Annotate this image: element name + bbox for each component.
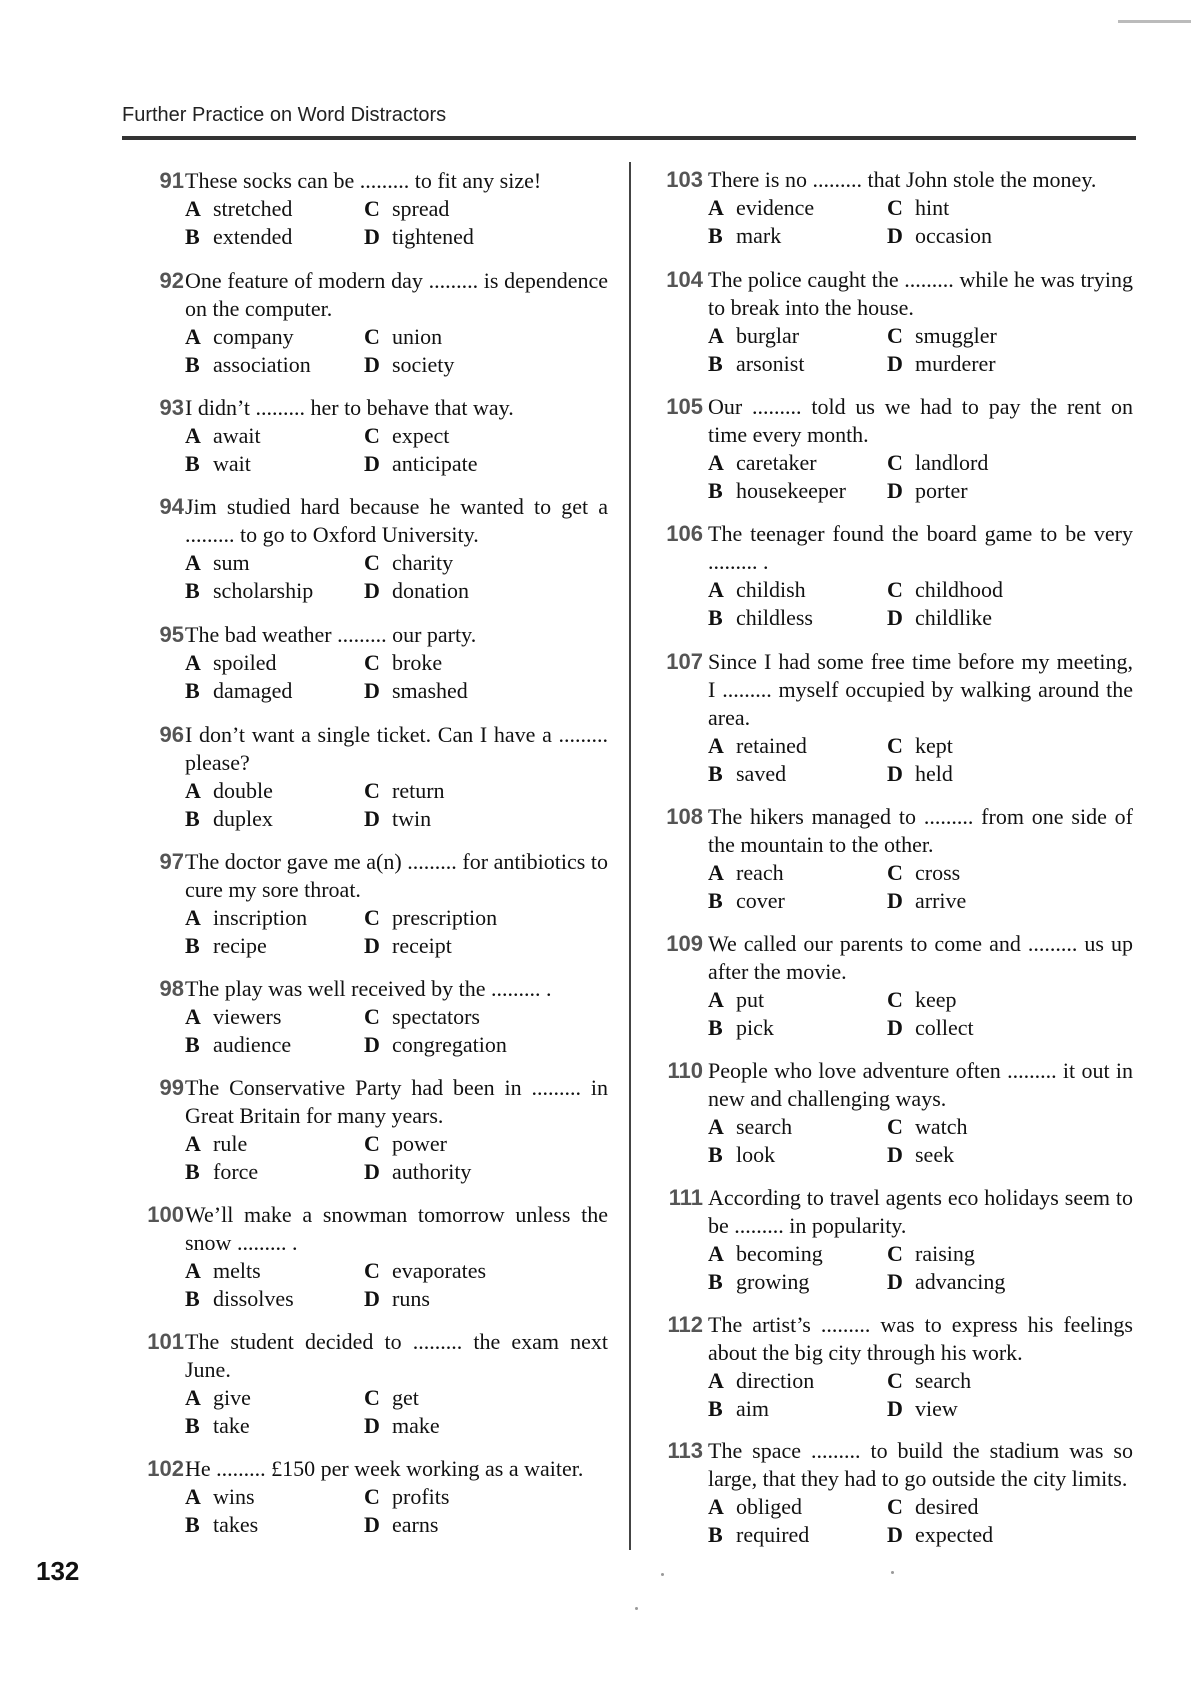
option-b[interactable]: B pick [708, 1015, 774, 1040]
question-110 [667, 1057, 1133, 1169]
option-b[interactable]: B growing [708, 1269, 810, 1294]
option-a[interactable]: A retained [708, 733, 807, 758]
question-number: 105 [666, 394, 703, 419]
question-text: People who love adventure often ......... it out in new and challenging ways. [708, 1058, 1133, 1111]
question-text: I don’t want a single ticket. Can I have a ......... please? [185, 722, 608, 775]
answer-options [185, 1483, 608, 1539]
question-number: 100 [147, 1202, 184, 1227]
question-text: The artist’s ......... was to express his feelings about the big city through his work. [708, 1312, 1133, 1365]
answer-options [708, 1113, 1133, 1169]
answer-options [708, 322, 1133, 378]
question-95 [159, 621, 608, 705]
option-d[interactable]: D murderer [887, 351, 996, 376]
option-c[interactable]: C childhood [887, 577, 1003, 602]
answer-options [185, 323, 608, 379]
answer-options [185, 1384, 608, 1440]
option-a[interactable]: A viewers [185, 1004, 282, 1029]
question-text: The space ......... to build the stadium was so large, that they had to go outside the city limits. [708, 1438, 1133, 1491]
option-c[interactable]: C spread [364, 196, 450, 221]
option-b[interactable]: B association [185, 352, 311, 377]
question-text: I didn’t ......... her to behave that way. [185, 395, 514, 420]
question-text: The doctor gave me a(n) ......... for antibiotics to cure my sore throat. [185, 849, 608, 902]
option-c[interactable]: C broke [364, 650, 443, 675]
option-d[interactable]: D society [364, 352, 455, 377]
option-b[interactable]: B childless [708, 605, 813, 630]
option-b[interactable]: B takes [185, 1512, 259, 1537]
question-105 [666, 393, 1133, 505]
option-a[interactable]: A direction [708, 1368, 815, 1393]
question-text: There is no ......... that John stole the money. [708, 167, 1097, 192]
question-number: 104 [666, 267, 703, 292]
question-92 [159, 267, 608, 379]
option-d[interactable]: D anticipate [364, 451, 478, 476]
option-b[interactable]: B dissolves [185, 1286, 294, 1311]
question-text: According to travel agents eco holidays seem to be ......... in popularity. [708, 1185, 1133, 1238]
option-c[interactable]: C smuggler [887, 323, 997, 348]
question-text: The play was well received by the ......... . [185, 976, 552, 1001]
question-number: 91 [159, 168, 184, 193]
scan-speck [661, 1573, 664, 1576]
option-d[interactable]: D runs [364, 1286, 430, 1311]
option-c[interactable]: C union [364, 324, 443, 349]
option-d[interactable]: D make [364, 1413, 440, 1438]
answer-options [708, 859, 1133, 915]
question-number: 95 [159, 622, 184, 647]
question-text: These socks can be ......... to fit any size! [185, 168, 542, 193]
question-number: 98 [159, 976, 184, 1001]
question-number: 97 [159, 849, 184, 874]
option-c[interactable]: C watch [887, 1114, 968, 1139]
question-text: The hikers managed to ......... from one side of the mountain to the other. [708, 804, 1133, 857]
option-a[interactable]: A childish [708, 577, 806, 602]
question-number: 99 [159, 1075, 184, 1100]
option-b[interactable]: B force [185, 1159, 259, 1184]
question-number: 101 [147, 1329, 184, 1354]
question-number: 93 [159, 395, 184, 420]
scan-speck [891, 1571, 894, 1574]
option-d[interactable]: D congregation [364, 1032, 507, 1057]
option-c[interactable]: C charity [364, 550, 454, 575]
question-text: We’ll make a snowman tomorrow unless the snow ......... . [185, 1202, 608, 1255]
option-c[interactable]: C profits [364, 1484, 450, 1509]
option-c[interactable]: C desired [887, 1494, 979, 1519]
option-c[interactable]: C search [887, 1368, 972, 1393]
scan-edge-mark [1118, 20, 1191, 23]
option-c[interactable]: C get [364, 1385, 419, 1410]
option-d[interactable]: D earns [364, 1512, 439, 1537]
option-d[interactable]: D smashed [364, 678, 468, 703]
option-d[interactable]: D receipt [364, 933, 452, 958]
question-number: 102 [147, 1456, 184, 1481]
page-header-title: Further Practice on Word Distractors [122, 104, 447, 126]
question-text: One feature of modern day ......... is dependence on the computer. [185, 268, 608, 321]
answer-options [185, 1130, 608, 1186]
option-b[interactable]: B extended [185, 224, 293, 249]
option-a[interactable]: A double [185, 778, 273, 803]
option-d[interactable]: D arrive [887, 888, 967, 913]
answer-options [185, 549, 608, 605]
question-text: The Conservative Party had been in ......... in Great Britain for many years. [185, 1075, 608, 1128]
option-a[interactable]: A obliged [708, 1494, 802, 1519]
option-d[interactable]: D authority [364, 1159, 472, 1184]
option-b[interactable]: B aim [708, 1396, 769, 1421]
question-text: Our ......... told us we had to pay the rent on time every month. [708, 394, 1133, 447]
option-b[interactable]: B damaged [185, 678, 293, 703]
question-100 [147, 1201, 608, 1313]
question-number: 106 [666, 521, 703, 546]
answer-options [708, 986, 1133, 1042]
option-a[interactable]: A search [708, 1114, 793, 1139]
header-rule [122, 136, 1136, 140]
answer-options [185, 1257, 608, 1313]
option-c[interactable]: C expect [364, 423, 450, 448]
answer-options [708, 1493, 1133, 1549]
question-number: 109 [666, 931, 703, 956]
question-text: Jim studied hard because he wanted to get a ......... to go to Oxford University. [185, 494, 608, 547]
question-96 [159, 721, 608, 833]
question-number: 111 [668, 1185, 703, 1210]
option-d[interactable]: D advancing [887, 1269, 1006, 1294]
option-a[interactable]: A reach [708, 860, 784, 885]
answer-options [185, 195, 608, 251]
option-b[interactable]: B arsonist [708, 351, 805, 376]
option-d[interactable]: D held [887, 761, 953, 786]
question-text: The bad weather ......... our party. [185, 622, 477, 647]
question-104 [666, 266, 1133, 378]
question-98 [159, 975, 608, 1059]
option-b[interactable]: B take [185, 1413, 250, 1438]
answer-options [708, 576, 1133, 632]
option-c[interactable]: C keep [887, 987, 957, 1012]
question-number: 108 [666, 804, 703, 829]
option-d[interactable]: D collect [887, 1015, 974, 1040]
option-a[interactable]: A evidence [708, 195, 815, 220]
option-d[interactable]: D tightened [364, 224, 474, 249]
question-number: 92 [159, 268, 184, 293]
option-b[interactable]: B cover [708, 888, 785, 913]
question-number: 113 [667, 1438, 703, 1463]
answer-options [708, 194, 1133, 250]
question-112 [667, 1311, 1133, 1423]
option-b[interactable]: B duplex [185, 806, 273, 831]
question-text: He ......... £150 per week working as a waiter. [185, 1456, 584, 1481]
option-c[interactable]: C return [364, 778, 445, 803]
answer-options [185, 904, 608, 960]
option-b[interactable]: B look [708, 1142, 776, 1167]
option-b[interactable]: B recipe [185, 933, 267, 958]
option-b[interactable]: B audience [185, 1032, 292, 1057]
question-109 [666, 930, 1133, 1042]
option-b[interactable]: B scholarship [185, 578, 314, 603]
option-c[interactable]: C evaporates [364, 1258, 487, 1283]
question-number: 112 [667, 1312, 703, 1337]
option-d[interactable]: D occasion [887, 223, 992, 248]
option-a[interactable]: A give [185, 1385, 251, 1410]
option-b[interactable]: B required [708, 1522, 810, 1547]
option-c[interactable]: C kept [887, 733, 953, 758]
answer-options [708, 1240, 1133, 1296]
question-number: 96 [159, 722, 184, 747]
option-a[interactable]: A becoming [708, 1241, 823, 1266]
column-divider [629, 162, 631, 1550]
answer-options [708, 732, 1133, 788]
option-a[interactable]: A burglar [708, 323, 800, 348]
option-c[interactable]: C landlord [887, 450, 989, 475]
question-107 [666, 648, 1133, 788]
option-d[interactable]: D seek [887, 1142, 955, 1167]
option-b[interactable]: B housekeeper [708, 478, 846, 503]
option-a[interactable]: A inscription [185, 905, 308, 930]
option-c[interactable]: C power [364, 1131, 447, 1156]
question-text: Since I had some free time before my meeting, I ......... myself occupied by walking around the area. [708, 649, 1133, 730]
question-113 [667, 1437, 1133, 1549]
answer-options [708, 449, 1133, 505]
question-94 [159, 493, 608, 605]
question-number: 103 [666, 167, 703, 192]
option-a[interactable]: A company [185, 324, 294, 349]
question-101 [147, 1328, 608, 1440]
option-b[interactable]: B mark [708, 223, 782, 248]
question-text: The police caught the ......... while he was trying to break into the house. [708, 267, 1133, 320]
option-d[interactable]: D childlike [887, 605, 992, 630]
option-a[interactable]: A await [185, 423, 261, 448]
option-a[interactable]: A stretched [185, 196, 293, 221]
answer-options [708, 1367, 1133, 1423]
question-99 [159, 1074, 608, 1186]
option-a[interactable]: A sum [185, 550, 250, 575]
option-c[interactable]: C prescription [364, 905, 498, 930]
question-text: The teenager found the board game to be very ......... . [708, 521, 1133, 574]
option-d[interactable]: D expected [887, 1522, 994, 1547]
option-c[interactable]: C spectators [364, 1004, 480, 1029]
option-d[interactable]: D donation [364, 578, 469, 603]
option-a[interactable]: A put [708, 987, 765, 1012]
option-a[interactable]: A melts [185, 1258, 261, 1283]
answer-options [185, 649, 608, 705]
option-c[interactable]: C raising [887, 1241, 975, 1266]
question-91 [159, 167, 608, 251]
question-106 [666, 520, 1133, 632]
question-103 [666, 166, 1133, 250]
answer-options [185, 1003, 608, 1059]
option-d[interactable]: D twin [364, 806, 432, 831]
question-111 [668, 1184, 1133, 1296]
option-a[interactable]: A spoiled [185, 650, 277, 675]
answer-options [185, 422, 608, 478]
question-number: 110 [667, 1058, 703, 1083]
question-number: 94 [159, 494, 184, 519]
question-93 [159, 394, 608, 478]
option-d[interactable]: D porter [887, 478, 968, 503]
question-102 [147, 1455, 608, 1539]
option-c[interactable]: C cross [887, 860, 961, 885]
question-97 [159, 848, 608, 960]
option-a[interactable]: A wins [185, 1484, 255, 1509]
question-number: 107 [666, 649, 703, 674]
option-c[interactable]: C hint [887, 195, 950, 220]
answer-options [185, 777, 608, 833]
option-a[interactable]: A rule [185, 1131, 248, 1156]
option-d[interactable]: D view [887, 1396, 958, 1421]
option-a[interactable]: A caretaker [708, 450, 817, 475]
page-number: 132 [36, 1556, 80, 1586]
question-108 [666, 803, 1133, 915]
question-text: The student decided to ......... the exam next June. [185, 1329, 608, 1382]
option-b[interactable]: B wait [185, 451, 251, 476]
option-b[interactable]: B saved [708, 761, 787, 786]
question-text: We called our parents to come and ......... us up after the movie. [708, 931, 1133, 984]
scan-speck [635, 1607, 638, 1610]
